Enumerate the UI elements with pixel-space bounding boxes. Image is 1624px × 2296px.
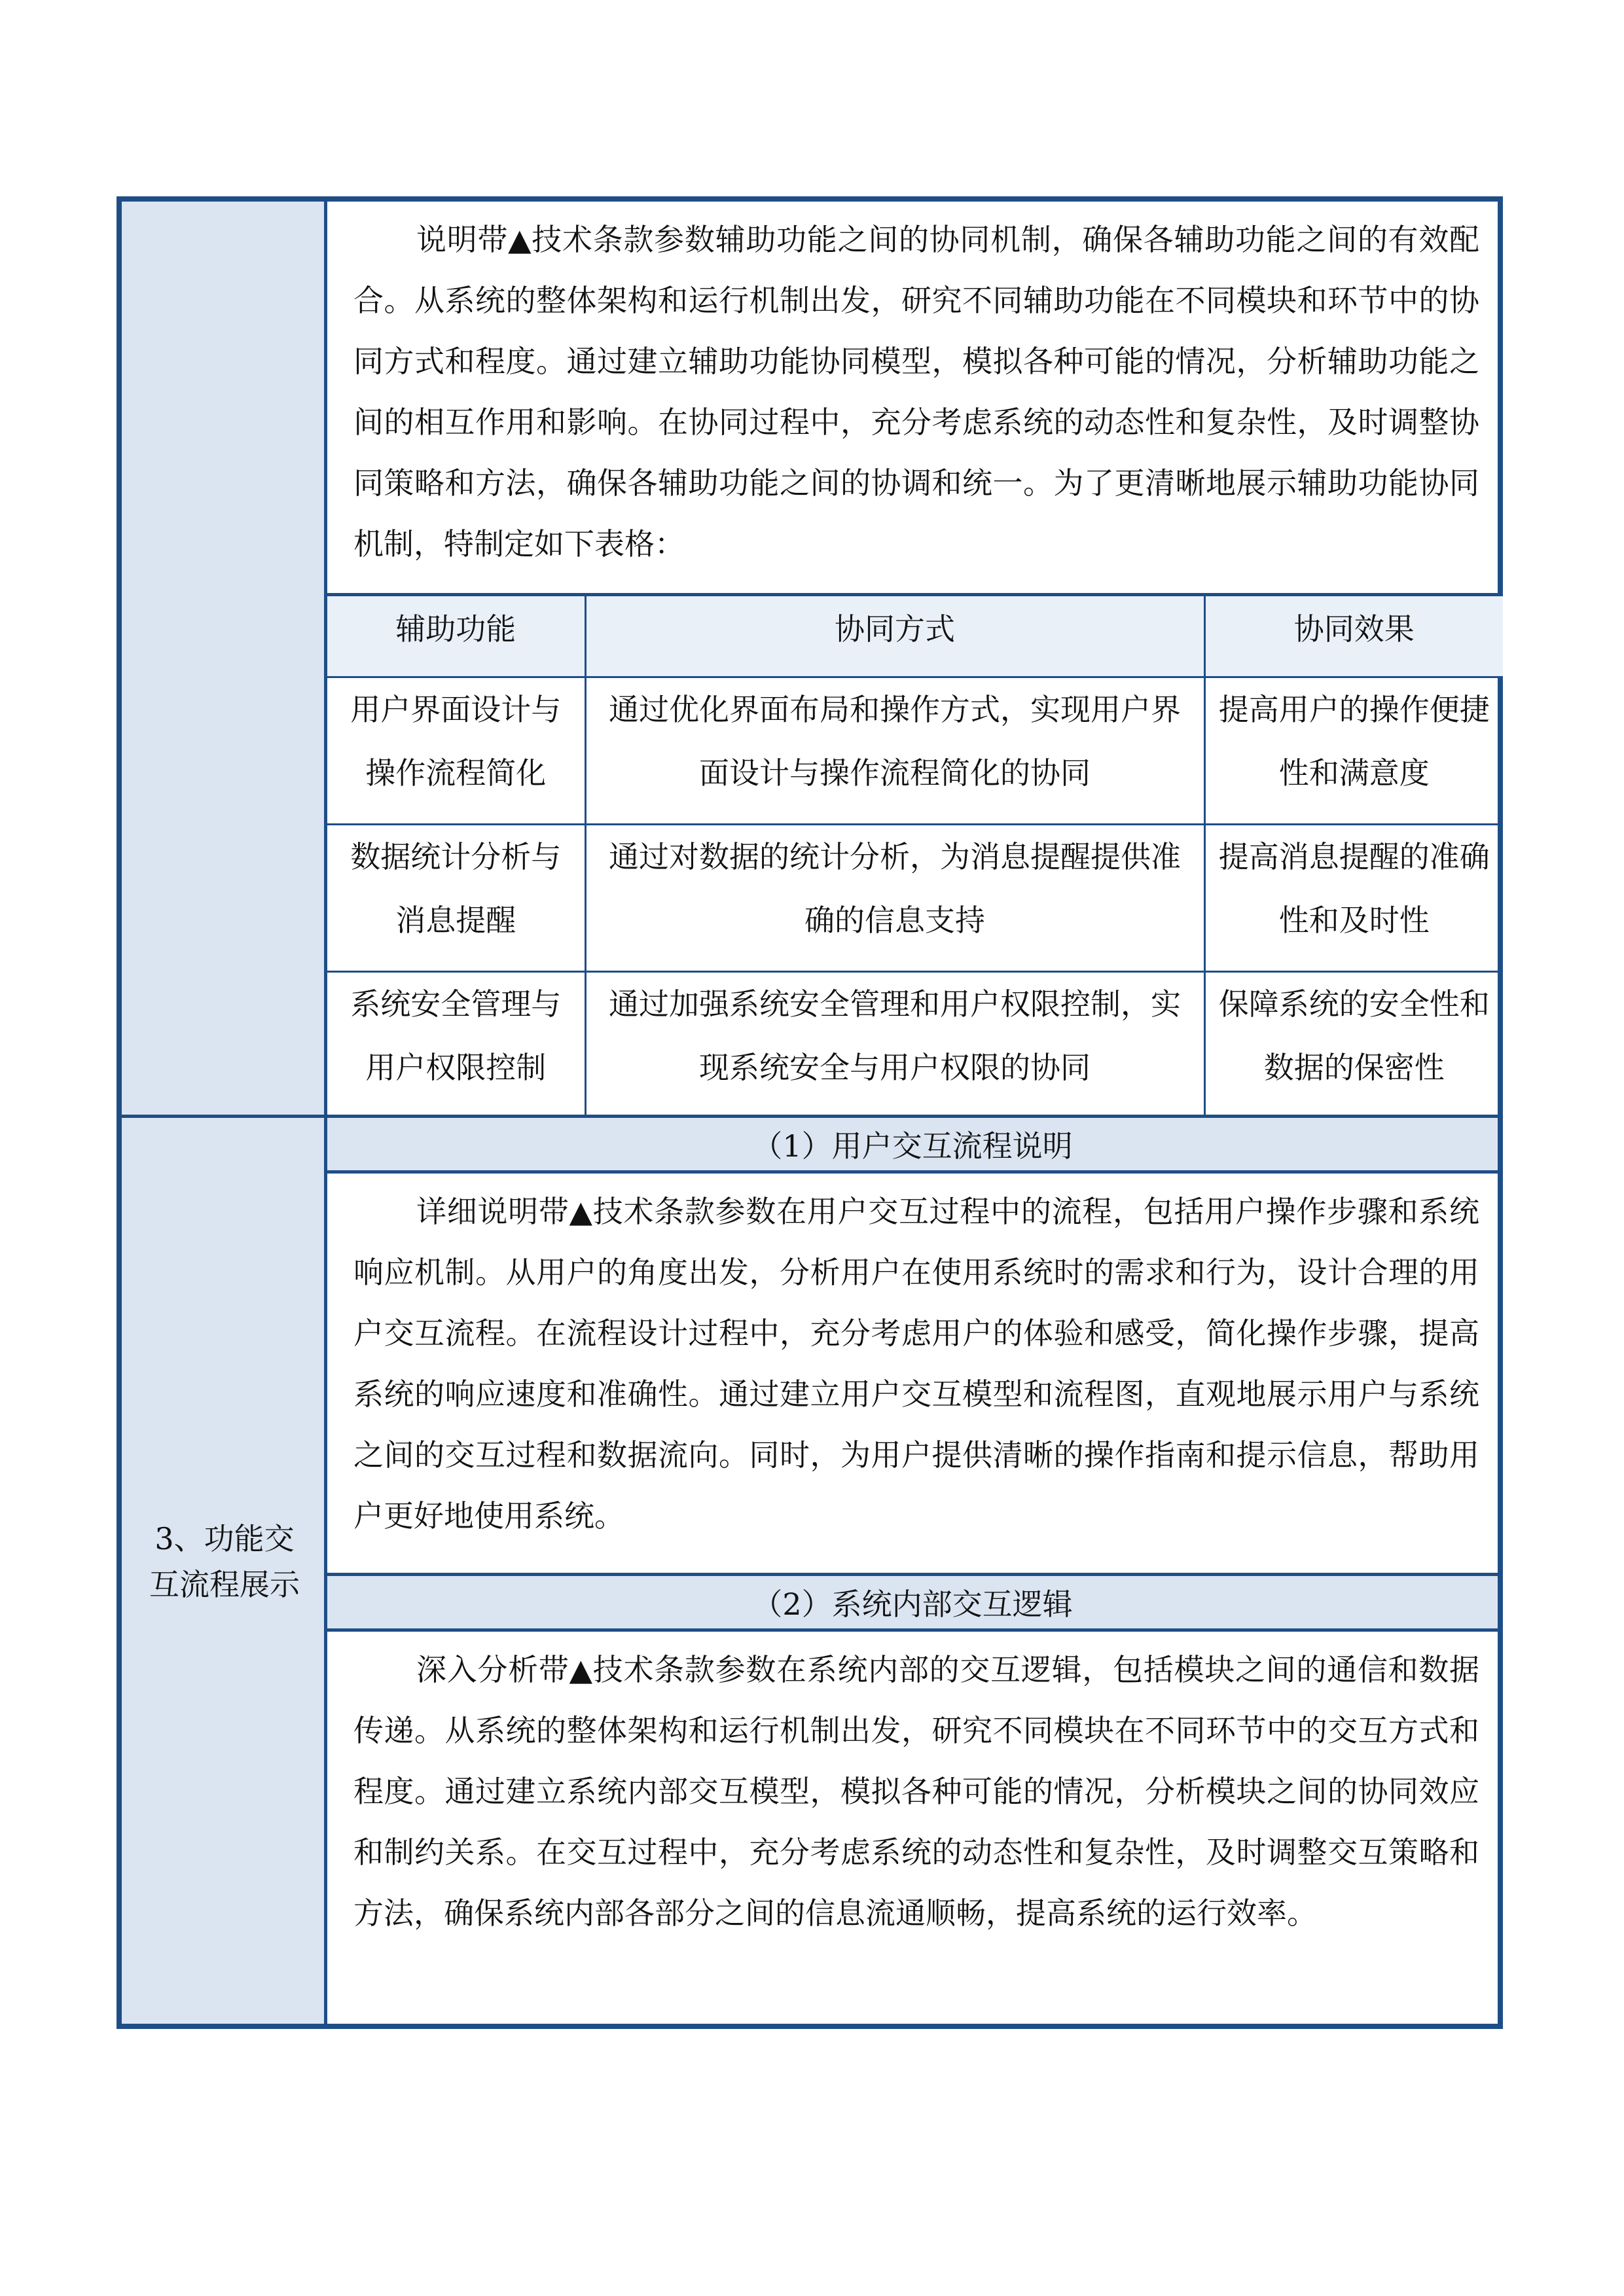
user-interaction-paragraph: 详细说明带▲技术条款参数在用户交互过程中的流程，包括用户操作步骤和系统响应机制。从用户的角度出发，分析用户在使用系统时的需求和行为，设计合理的用户交互流程。在流程设计过程中，充分考虑用户的体验和感受，简化操作步骤，提高系统的响应速度和准确性。通过建立用户交互模型和流程图，直观地展示用户与系统之间的交互过程和数据流向。同时，为用户提供清晰的操作指南和提示信息，帮助用户更好地使用系统。 [353,1194,1479,1534]
table-row [327,825,1503,972]
table-cell: 用户界面设计与操作流程简化 [327,677,585,825]
table-cell: 通过加强系统安全管理和用户权限控制，实现系统安全与用户权限的协同 [585,972,1204,1119]
header-assist-function: 辅助功能 [327,596,585,677]
assist-function-table [327,596,1503,1118]
table-cell: 通过优化界面布局和操作方式，实现用户界面设计与操作流程简化的协同 [585,677,1204,825]
table-cell: 系统安全管理与用户权限控制 [327,972,585,1119]
section3-label-wrap [122,1516,327,1607]
table-row [327,677,1503,825]
subsection-heading-internal-logic: （2）系统内部交互逻辑 [327,1573,1498,1632]
header-coordination-method: 协同方式 [585,596,1204,677]
table-cell: 保障系统的安全性和数据的保密性 [1204,972,1503,1119]
table-header-row [327,596,1503,677]
table-cell: 提高用户的操作便捷性和满意度 [1204,677,1503,825]
subsection-heading-user-interaction: （1）用户交互流程说明 [327,1115,1498,1174]
table-cell: 提高消息提醒的准确性和及时性 [1204,825,1503,972]
left-column-cell-top [122,202,327,1115]
table-cell: 数据统计分析与消息提醒 [327,825,585,972]
table-row [327,972,1503,1119]
intro-paragraph: 说明带▲技术条款参数辅助功能之间的协同机制，确保各辅助功能之间的有效配合。从系统的整体架构和运行机制出发，研究不同辅助功能在不同模块和环节中的协同方式和程度。通过建立辅助功能协同模型，模拟各种可能的情况，分析辅助功能之间的相互作用和影响。在协同过程中，充分考虑系统的动态性和复杂性，及时调整协同策略和方法，确保各辅助功能之间的协调和统一。为了更清晰地展示辅助功能协同机制，特制定如下表格： [327,202,1498,596]
internal-logic-paragraph: 深入分析带▲技术条款参数在系统内部的交互逻辑，包括模块之间的通信和数据传递。从系统的整体架构和运行机制出发，研究不同模块在不同环节中的交互方式和程度。通过建立系统内部交互模型，模拟各种可能的情况，分析模块之间的协同效应和制约关系。在交互过程中，充分考虑系统的动态性和复杂性，及时调整交互策略和方法，确保系统内部各部分之间的信息流通顺畅，提高系统的运行效率。 [353,1652,1479,1931]
table-cell: 通过对数据的统计分析，为消息提醒提供准确的信息支持 [585,825,1204,972]
outer-table-frame [117,196,1503,2029]
header-coordination-effect: 协同效果 [1204,596,1503,677]
section3-label: 3、功能交互流程展示 [149,1521,300,1602]
